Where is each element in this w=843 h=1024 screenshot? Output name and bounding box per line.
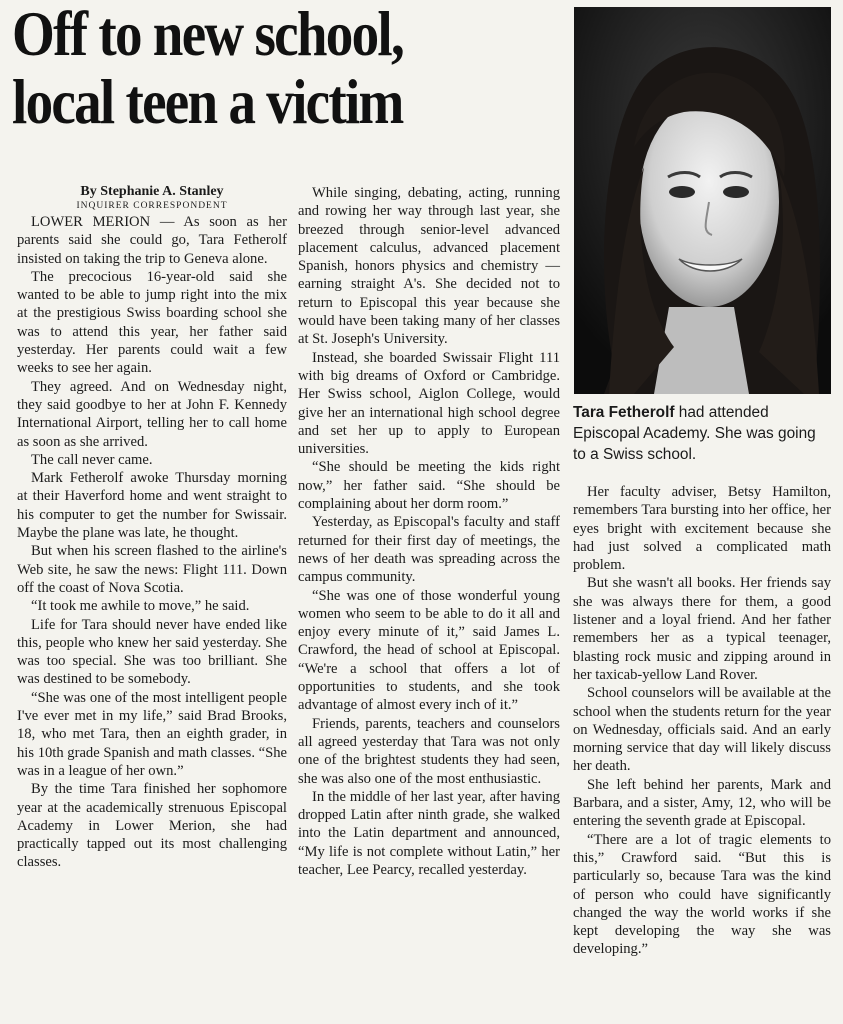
photo-caption [573, 402, 831, 465]
article-paragraph: While singing, debating, acting, running and rowing her way through last year, she breezed through senior-level advanced placement calculus, advanced placement Spanish, honors physics and chemistry — earning straight A's. She decided not to return to Episcopal this year because she would have been taking many of her classes at St. Joseph's University. [298, 185, 560, 348]
article-column-1 [17, 184, 287, 872]
article-paragraph: Her faculty adviser, Betsy Hamilton, remembers Tara bursting into her office, her eyes bright with excitement because she had just solved a complicated math problem. [573, 484, 831, 574]
caption-name: Tara Fetherolf [573, 404, 675, 421]
article-paragraph: “It took me awhile to move,” he said. [31, 598, 250, 615]
article-column-2 [298, 184, 560, 879]
headline [12, 0, 487, 136]
article-paragraph: School counselors will be available at the school when the students return for the year on Wednesday, officials said. And an early morning service that day will likely discuss her death. [573, 685, 831, 775]
article-paragraph: By the time Tara finished her sophomore year at the academically strenuous Episcopal Academy in Lower Merion, she had practically tapped out its most challenging classes. [17, 781, 287, 871]
portrait-illustration [574, 7, 831, 394]
article-paragraph: “She was one of those wonderful young women who seem to be able to do it all and enjoy every minute of it,” said James L. Crawford, the head of school at Episcopal. “We're a school that offers a lot of opportunities to students, and she took advantage of almost every inch of it.” [298, 587, 560, 714]
article-paragraph: But when his screen flashed to the airline's Web site, he saw the news: Flight 111. Down off the coast of Nova Scotia. [17, 543, 287, 596]
headline-line-1: Off to new school, [12, 0, 403, 69]
article-paragraph: Friends, parents, teachers and counselors all agreed yesterday that Tara was not only one of the brightest students they had seen, she was also one of the most enthusiastic. [298, 715, 560, 787]
caption-text: had attended Episcopal Academy. She was going to a Swiss school. [573, 404, 816, 463]
article-paragraph: “She should be meeting the kids right now,” her father said. “She should be complaining about her dorm room.” [298, 459, 560, 513]
byline-name: By Stephanie A. Stanley [80, 184, 224, 199]
article-paragraph: They agreed. And on Wednesday night, they said goodbye to her at John F. Kennedy International Airport, telling her to call home as soon as she arrived. [17, 378, 287, 450]
portrait-photo [574, 7, 831, 394]
article-paragraph: “There are a lot of tragic elements to this,” Crawford said. “But this is particularly so, because Tara was the kind of person who could have significantly changed the way the world works if she kept developing the way she was developing.” [573, 831, 831, 958]
article-column-3 [573, 483, 831, 959]
article-paragraph: Mark Fetherolf awoke Thursday morning at their Haverford home and went straight to his computer to get the number for Swissair. Maybe the plane was late, he thought. [17, 470, 287, 542]
article-paragraph: LOWER MERION — As soon as her parents said she could go, Tara Fetherolf insisted on taking the trip to Geneva alone. [17, 214, 287, 267]
headline-line-2: local teen a victim [12, 66, 403, 137]
byline-role: INQUIRER CORRESPONDENT [76, 201, 228, 211]
article-paragraph: The call never came. [31, 451, 153, 468]
article-paragraph: In the middle of her last year, after having dropped Latin after ninth grade, she walked into the Latin department and announced, “My life is not complete without Latin,” her teacher, Lee Pearcy, recalled yesterday. [298, 788, 560, 878]
article-paragraph: The precocious 16-year-old said she wanted to be able to jump right into the mix at the prestigious Swiss boarding school she was to attend this year, her father said yesterday. Her parents could wait a few weeks to see her again. [17, 268, 287, 377]
article-paragraph: Life for Tara should never have ended like this, people who knew her said yesterday. She was too special. She was too brilliant. She was destined to be somebody. [17, 616, 287, 688]
article-paragraph: Instead, she boarded Swissair Flight 111 with big dreams of Oxford or Cambridge. Her Swiss school, Aiglon College, would give her an international high school degree and set her up to apply to European universities. [298, 349, 560, 458]
article-paragraph: “She was one of the most intelligent people I've ever met in my life,” said Brad Brooks, 18, who met Tara, then an eighth grader, in his 10th grade Spanish and math classes. “She was in a league of her own.” [17, 689, 287, 779]
article-paragraph: She left behind her parents, Mark and Barbara, and a sister, Amy, 12, who will be entering the seventh grade at Episcopal. [573, 776, 831, 830]
article-paragraph: But she wasn't all books. Her friends say she was always there for them, a good listener and a loyal friend. And her father remembers her as a typical teenager, blasting rock music and zipping around in her taxicab-yellow Land Rover. [573, 575, 831, 683]
article-paragraph: Yesterday, as Episcopal's faculty and staff returned for their first day of meetings, the news of her death was spreading across the campus community. [298, 514, 560, 586]
